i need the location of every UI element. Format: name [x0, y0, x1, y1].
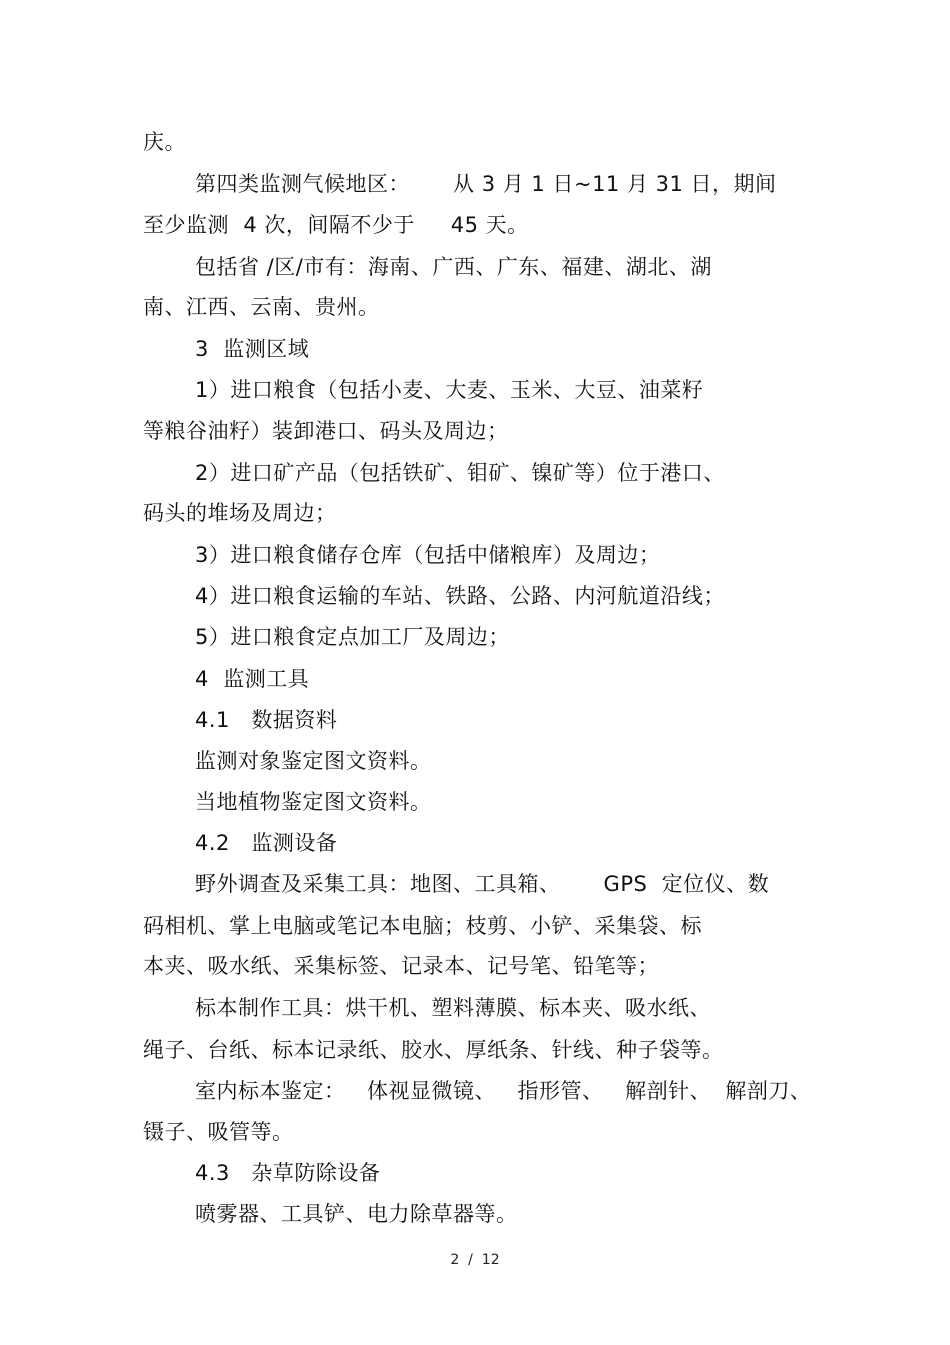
text-line: 当地植物鉴定图文资料。: [195, 790, 432, 814]
text-line: 喷雾器、工具铲、电力除草器等。: [195, 1202, 518, 1226]
section-heading: 3 监测区域: [195, 337, 310, 361]
text-line: 2）进口矿产品（包括铁矿、钼矿、镍矿等）位于港口、: [195, 461, 725, 485]
text-line: 本夹、吸水纸、采集标签、记录本、记号笔、铅笔等；: [143, 954, 659, 978]
subsection-heading: 4.3 杂草防除设备: [195, 1161, 381, 1185]
text-line: 标本制作工具：烘干机、塑料薄膜、标本夹、吸水纸、: [195, 996, 711, 1020]
text-line: 至少监测 4 次，间隔不少于 45 天。: [143, 213, 529, 237]
text-line: 室内标本鉴定： 体视显微镜、 指形管、 解剖针、 解剖刀、: [195, 1079, 812, 1103]
section-heading: 4 监测工具: [195, 667, 310, 691]
page-number: 2 / 12: [450, 1252, 500, 1268]
text-line: 庆。: [143, 130, 186, 154]
text-line: 绳子、台纸、标本记录纸、胶水、厚纸条、针线、种子袋等。: [143, 1038, 724, 1062]
text-line: 包括省 /区/市有：海南、广西、广东、福建、湖北、湖: [195, 255, 712, 279]
text-line: 3）进口粮食储存仓库（包括中储粮库）及周边；: [195, 543, 661, 567]
text-line: 等粮谷油籽）装卸港口、码头及周边；: [143, 419, 509, 443]
subsection-heading: 4.1 数据资料: [195, 708, 338, 732]
text-line: 1）进口粮食（包括小麦、大麦、玉米、大豆、油菜籽: [195, 378, 704, 402]
text-line: 第四类监测气候地区： 从 3 月 1 日~11 月 31 日，期间: [195, 172, 777, 196]
text-line: 野外调查及采集工具：地图、工具箱、 GPS 定位仪、数: [195, 872, 770, 896]
text-line: 南、江西、云南、贵州。: [143, 295, 380, 319]
text-line: 5）进口粮食定点加工厂及周边；: [195, 625, 510, 649]
text-line: 镊子、吸管等。: [143, 1120, 294, 1144]
text-line: 4）进口粮食运输的车站、铁路、公路、内河航道沿线；: [195, 584, 725, 608]
text-line: 码相机、掌上电脑或笔记本电脑；枝剪、小铲、采集袋、标: [143, 914, 702, 938]
subsection-heading: 4.2 监测设备: [195, 831, 338, 855]
text-line: 码头的堆场及周边；: [143, 501, 337, 525]
text-line: 监测对象鉴定图文资料。: [195, 749, 432, 773]
